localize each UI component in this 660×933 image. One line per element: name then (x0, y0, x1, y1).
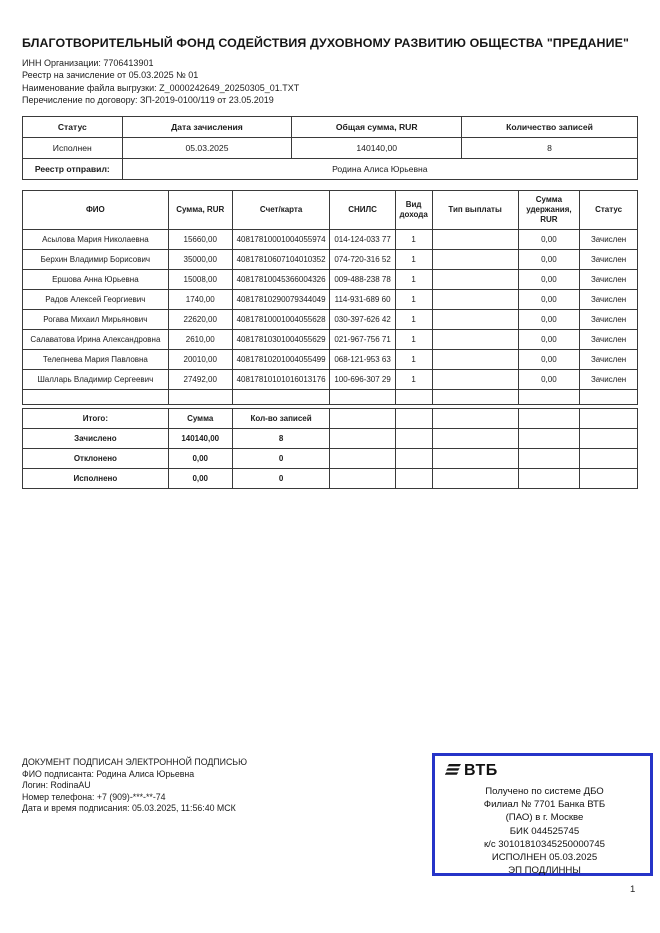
table-cell: 1 (395, 329, 432, 349)
table-cell: 0,00 (518, 329, 580, 349)
column-header-fio: ФИО (23, 190, 169, 229)
table-row (23, 116, 638, 137)
vtb-logo-text: ВТБ (464, 762, 498, 779)
totals-row-count: 8 (232, 428, 330, 448)
vtb-wing-icon (445, 764, 461, 782)
table-cell: 40817810045366004326 (232, 269, 330, 289)
table-cell: 40817810607104010352 (232, 249, 330, 269)
table-cell-empty (395, 428, 432, 448)
table-cell: 40817810101016013176 (232, 369, 330, 389)
stamp-line: Получено по системе ДБО (485, 786, 604, 797)
page-title: БЛАГОТВОРИТЕЛЬНЫЙ ФОНД СОДЕЙСТВИЯ ДУХОВНОМУ РАЗВИТИЮ ОБЩЕСТВА "ПРЕДАНИЕ" (22, 36, 629, 50)
table-row (23, 229, 638, 249)
table-cell-empty (330, 408, 395, 428)
table-cell: 40817810301004055629 (232, 329, 330, 349)
column-header-account: Счет/карта (232, 190, 330, 229)
info-line-contract: Перечисление по договору: ЗП-2019-0100/119 от 23.05.2019 (22, 95, 274, 106)
table-cell-empty (518, 428, 580, 448)
table-cell: Радов Алексей Георгиевич (23, 289, 169, 309)
column-header-status: Статус (23, 116, 123, 137)
header-info-block (22, 57, 638, 107)
status-value: Исполнен (23, 137, 123, 158)
table-cell: 009-488-238 78 (330, 269, 395, 289)
table-cell: 0,00 (518, 349, 580, 369)
table-cell: 15008,00 (168, 269, 232, 289)
payments-table (22, 190, 638, 405)
table-cell (432, 289, 518, 309)
totals-count-header: Кол-во записей (232, 408, 330, 428)
table-cell-empty (330, 468, 395, 488)
signature-block (22, 757, 247, 815)
table-cell-empty (518, 389, 580, 404)
totals-row-sum: 0,00 (168, 448, 232, 468)
table-cell: Зачислен (580, 309, 638, 329)
table-cell-empty (580, 468, 638, 488)
table-cell: 40817810201004055499 (232, 349, 330, 369)
table-cell (432, 369, 518, 389)
table-cell: 1 (395, 349, 432, 369)
table-cell: 22620,00 (168, 309, 232, 329)
totals-sum-header: Сумма (168, 408, 232, 428)
column-header-status: Статус (580, 190, 638, 229)
table-row-empty (23, 389, 638, 404)
table-cell: Зачислен (580, 289, 638, 309)
table-cell-empty (330, 428, 395, 448)
totals-table (22, 408, 638, 489)
table-cell: 20010,00 (168, 349, 232, 369)
table-cell-empty (432, 428, 518, 448)
table-cell: Зачислен (580, 329, 638, 349)
table-cell: 014-124-033 77 (330, 229, 395, 249)
column-header-date: Дата зачисления (122, 116, 292, 137)
totals-row-label: Зачислено (23, 428, 169, 448)
column-header-withholding: Сумма удержания, RUR (518, 190, 580, 229)
table-cell-empty (580, 428, 638, 448)
totals-row-count: 0 (232, 448, 330, 468)
table-cell-empty (580, 389, 638, 404)
table-cell: 40817810001004055628 (232, 309, 330, 329)
column-header-income-type: Вид дохода (395, 190, 432, 229)
record-count-value: 8 (462, 137, 638, 158)
table-cell: Рогава Михаил Мирьянович (23, 309, 169, 329)
signature-line: Номер телефона: +7 (909)-***-**-74 (22, 791, 166, 802)
totals-row-sum: 140140,00 (168, 428, 232, 448)
table-cell: 0,00 (518, 369, 580, 389)
table-cell: 100-696-307 29 (330, 369, 395, 389)
column-header-snils: СНИЛС (330, 190, 395, 229)
table-cell: Асылова Мария Николаевна (23, 229, 169, 249)
table-cell: 0,00 (518, 249, 580, 269)
table-cell: 0,00 (518, 269, 580, 289)
table-cell: Зачислен (580, 229, 638, 249)
table-row (23, 158, 638, 179)
table-cell: 1740,00 (168, 289, 232, 309)
table-cell-empty (330, 448, 395, 468)
table-cell-empty (395, 389, 432, 404)
table-cell: 030-397-626 42 (330, 309, 395, 329)
table-cell: 068-121-953 63 (330, 349, 395, 369)
table-cell-empty (580, 408, 638, 428)
info-line-filename: Наименование файла выгрузки: Z_0000242649_20250305_01.TXT (22, 82, 300, 93)
status-summary-table (22, 116, 638, 180)
stamp-line: ЭП ПОДЛИННЫ (508, 865, 581, 877)
table-cell (432, 229, 518, 249)
stamp-line: Филиал № 7701 Банка ВТБ (483, 799, 606, 811)
table-cell: 1 (395, 369, 432, 389)
table-cell-empty (518, 448, 580, 468)
table-cell (432, 329, 518, 349)
sender-value: Родина Алиса Юрьевна (122, 158, 637, 179)
table-cell: 021-967-756 71 (330, 329, 395, 349)
date-value: 05.03.2025 (122, 137, 292, 158)
table-cell: 0,00 (518, 289, 580, 309)
stamp-line: ИСПОЛНЕН 05.03.2025 (491, 852, 598, 864)
table-cell: 27492,00 (168, 369, 232, 389)
table-cell: Зачислен (580, 369, 638, 389)
table-cell-empty (395, 468, 432, 488)
table-row (23, 369, 638, 389)
table-cell-empty (432, 448, 518, 468)
column-header-total-sum: Общая сумма, RUR (292, 116, 462, 137)
table-cell-empty (23, 389, 169, 404)
signature-line: Дата и время подписания: 05.03.2025, 11:56:40 МСК (22, 803, 236, 814)
signature-line: Логин: RodinaAU (22, 780, 91, 791)
table-cell: 0,00 (518, 229, 580, 249)
table-cell: 40817810290079344049 (232, 289, 330, 309)
stamp-line: БИК 044525745 (509, 825, 580, 837)
vtb-bank-stamp (432, 753, 653, 876)
table-row (23, 137, 638, 158)
table-cell-empty (432, 389, 518, 404)
table-cell: Зачислен (580, 269, 638, 289)
table-cell-empty (580, 448, 638, 468)
totals-label: Итого: (23, 408, 169, 428)
table-cell: Ершова Анна Юрьевна (23, 269, 169, 289)
table-cell-empty (330, 389, 395, 404)
table-cell-empty (432, 468, 518, 488)
info-line-inn: ИНН Организации: 7706413901 (22, 58, 154, 68)
table-cell-empty (232, 389, 330, 404)
signature-line: ДОКУМЕНТ ПОДПИСАН ЭЛЕКТРОННОЙ ПОДПИСЬЮ (22, 757, 247, 767)
table-cell (432, 309, 518, 329)
table-cell (432, 349, 518, 369)
totals-row-sum: 0,00 (168, 468, 232, 488)
vtb-logo (445, 762, 644, 784)
table-cell-empty (395, 408, 432, 428)
table-cell: 15660,00 (168, 229, 232, 249)
table-cell: Берхин Владимир Борисович (23, 249, 169, 269)
table-cell: 35000,00 (168, 249, 232, 269)
table-cell: 1 (395, 289, 432, 309)
table-cell: 1 (395, 229, 432, 249)
table-cell: 40817810001004055974 (232, 229, 330, 249)
signature-line: ФИО подписанта: Родина Алиса Юрьевна (22, 768, 195, 779)
table-cell: 074-720-316 52 (330, 249, 395, 269)
table-row (23, 349, 638, 369)
totals-header-row (23, 408, 638, 428)
table-header-row (23, 190, 638, 229)
table-cell-empty (518, 408, 580, 428)
table-cell: 1 (395, 249, 432, 269)
stamp-line: к/с 30101810345250000745 (483, 838, 606, 850)
table-cell-empty (395, 448, 432, 468)
column-header-sum: Сумма, RUR (168, 190, 232, 229)
info-line-registry: Реестр на зачисление от 05.03.2025 № 01 (22, 70, 199, 81)
page-number: 1 (630, 884, 636, 895)
table-cell-empty (168, 389, 232, 404)
total-sum-value: 140140,00 (292, 137, 462, 158)
table-row (23, 448, 638, 468)
table-cell: 1 (395, 309, 432, 329)
totals-row-count: 0 (232, 468, 330, 488)
table-row (23, 249, 638, 269)
table-cell: Зачислен (580, 349, 638, 369)
table-row (23, 428, 638, 448)
table-row (23, 468, 638, 488)
table-cell: 1 (395, 269, 432, 289)
table-cell (432, 269, 518, 289)
column-header-record-count: Количество записей (462, 116, 638, 137)
table-cell: Телепнева Мария Павловна (23, 349, 169, 369)
table-cell (432, 249, 518, 269)
table-cell: 0,00 (518, 309, 580, 329)
table-cell: Салаватова Ирина Александровна (23, 329, 169, 349)
table-cell: Зачислен (580, 249, 638, 269)
sender-label: Реестр отправил: (23, 158, 123, 179)
table-cell: 2610,00 (168, 329, 232, 349)
stamp-text-block (445, 785, 644, 877)
totals-row-label: Отклонено (23, 448, 169, 468)
table-row (23, 289, 638, 309)
table-cell: 114-931-689 60 (330, 289, 395, 309)
table-row (23, 329, 638, 349)
stamp-line: (ПАО) в г. Москве (505, 812, 584, 824)
table-row (23, 269, 638, 289)
column-header-payment-type: Тип выплаты (432, 190, 518, 229)
totals-row-label: Исполнено (23, 468, 169, 488)
table-cell-empty (518, 468, 580, 488)
table-row (23, 309, 638, 329)
table-cell: Шалларь Владимир Сергеевич (23, 369, 169, 389)
table-cell-empty (432, 408, 518, 428)
